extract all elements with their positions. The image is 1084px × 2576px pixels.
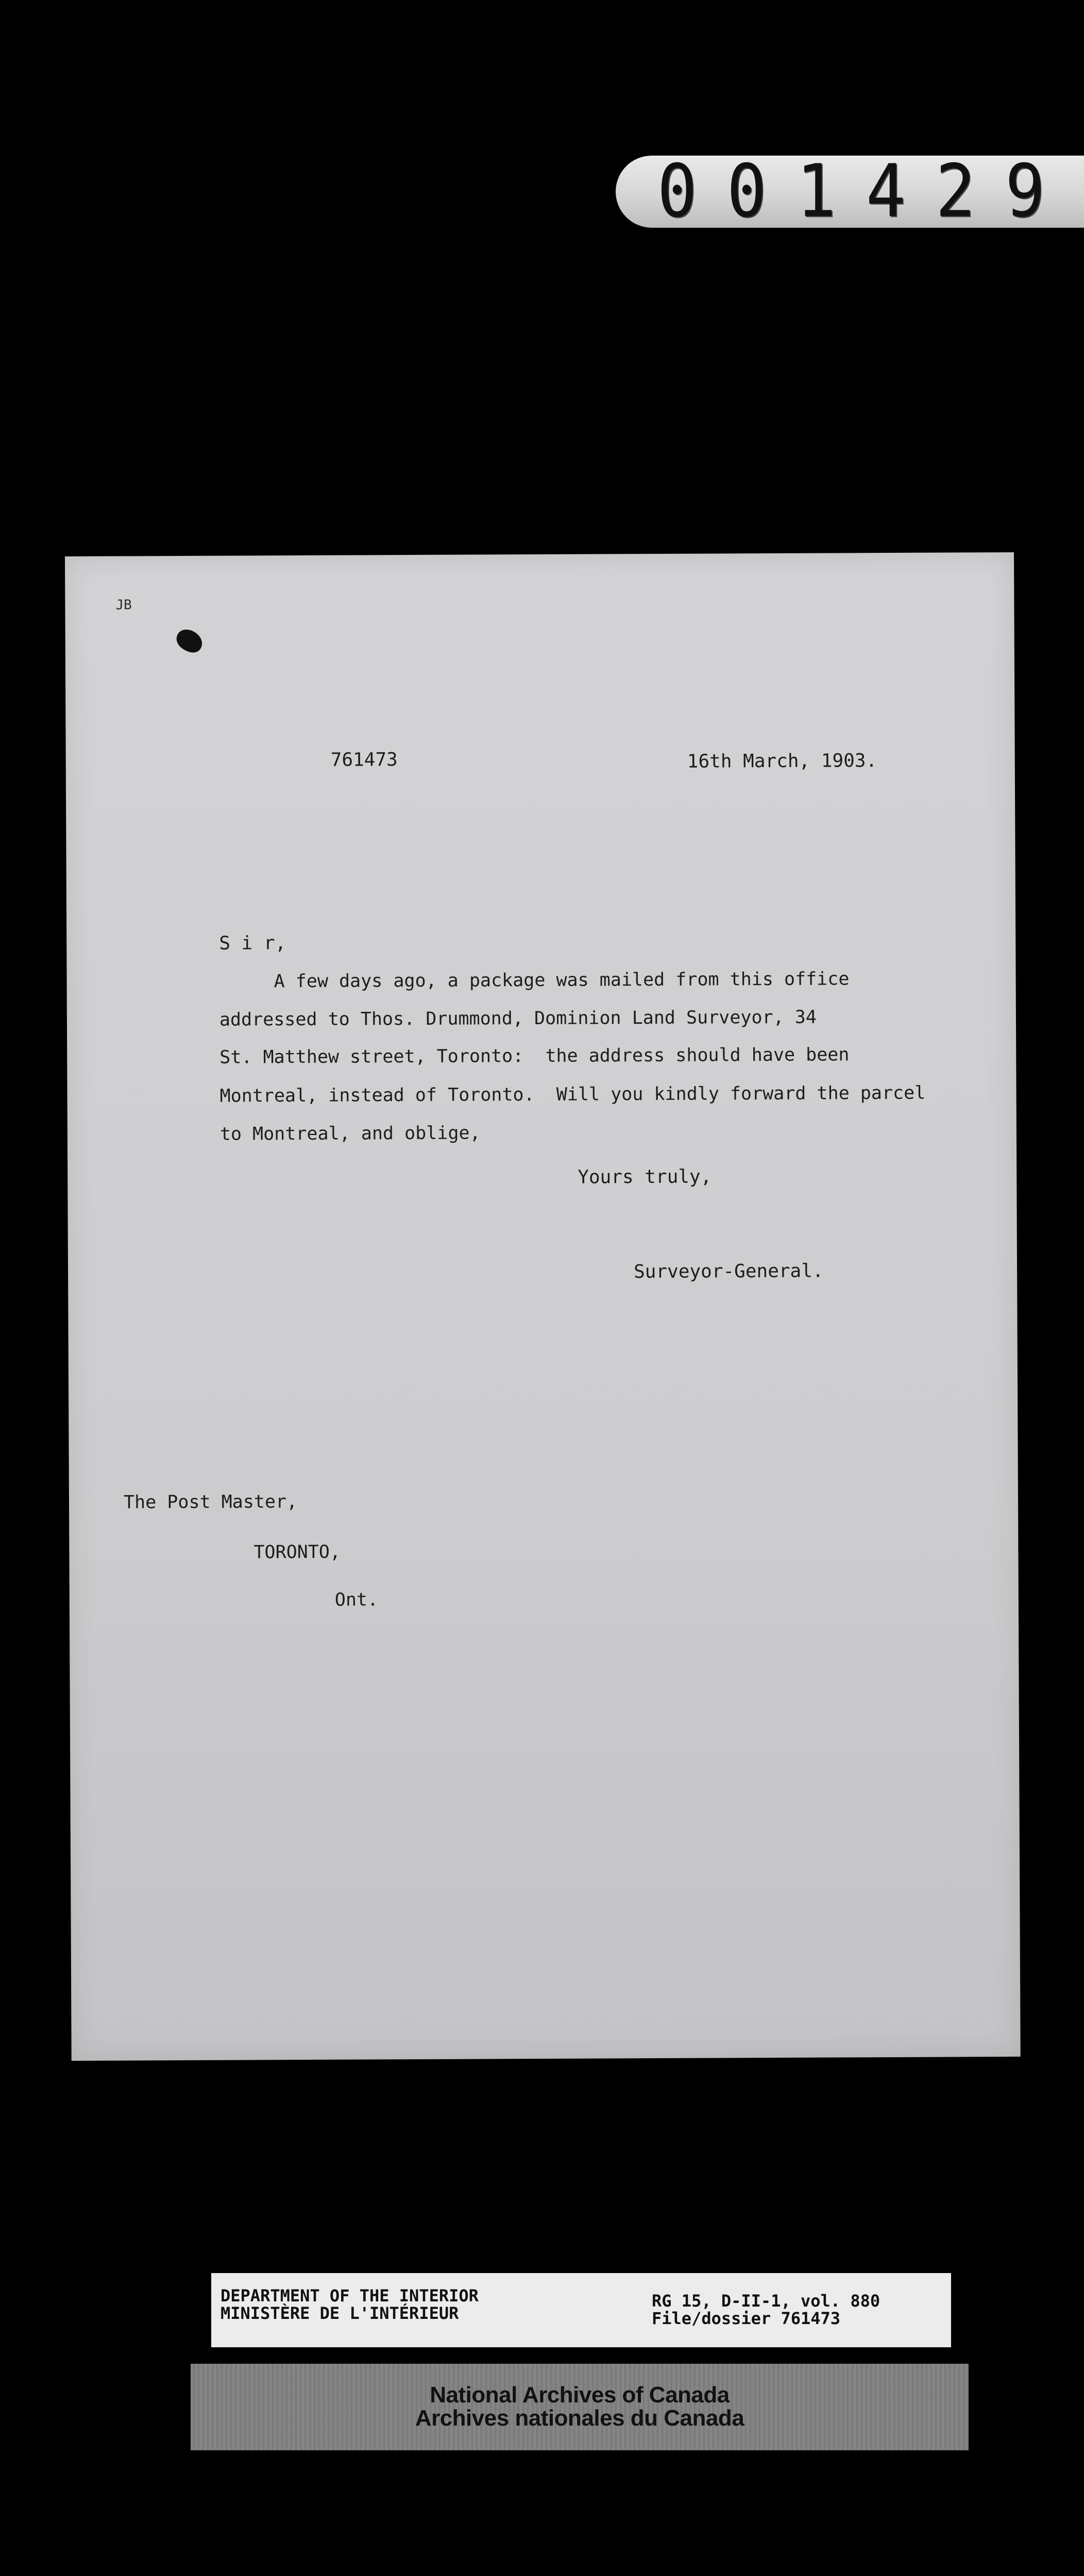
reference-strip: [211, 2273, 951, 2347]
record-group-reference: RG 15, D-II-1, vol. 880: [652, 2291, 880, 2311]
letter-date: 16th March, 1903.: [687, 750, 877, 772]
recipient-line-2: TORONTO,: [253, 1541, 341, 1563]
body-line: to Montreal, and oblige,: [219, 1123, 481, 1145]
archive-name-french: Archives nationales du Canada: [415, 2405, 744, 2431]
recipient-line-1: The Post Master,: [123, 1492, 298, 1513]
body-line: addressed to Thos. Drummond, Dominion Land Surveyor, 34: [219, 1007, 817, 1030]
recipient-line-3: Ont.: [334, 1589, 379, 1611]
archive-name-english: National Archives of Canada: [430, 2382, 730, 2408]
typist-initials: JB: [115, 597, 132, 613]
salutation: S i r,: [219, 933, 286, 954]
department-french: MINISTÈRE DE L'INTÉRIEUR: [221, 2303, 459, 2323]
signature-title: Surveyor-General.: [633, 1260, 824, 1283]
closing: Yours truly,: [578, 1166, 712, 1188]
frame-number-text: 001429: [657, 149, 1075, 234]
file-number: 761473: [330, 749, 398, 771]
body-line: St. Matthew street, Toronto: the address should have been: [219, 1044, 850, 1068]
file-reference: File/dossier 761473: [652, 2309, 841, 2328]
archive-label: [191, 2364, 969, 2450]
body-line: A few days ago, a package was mailed from this office: [274, 969, 850, 992]
letter-sheet: [65, 552, 1021, 2061]
department-english: DEPARTMENT OF THE INTERIOR: [221, 2286, 479, 2306]
microfilm-frame-number-label: [616, 149, 1084, 234]
ink-blot: [173, 626, 206, 656]
body-line: Montreal, instead of Toronto. Will you kindly forward the parcel: [219, 1082, 926, 1107]
